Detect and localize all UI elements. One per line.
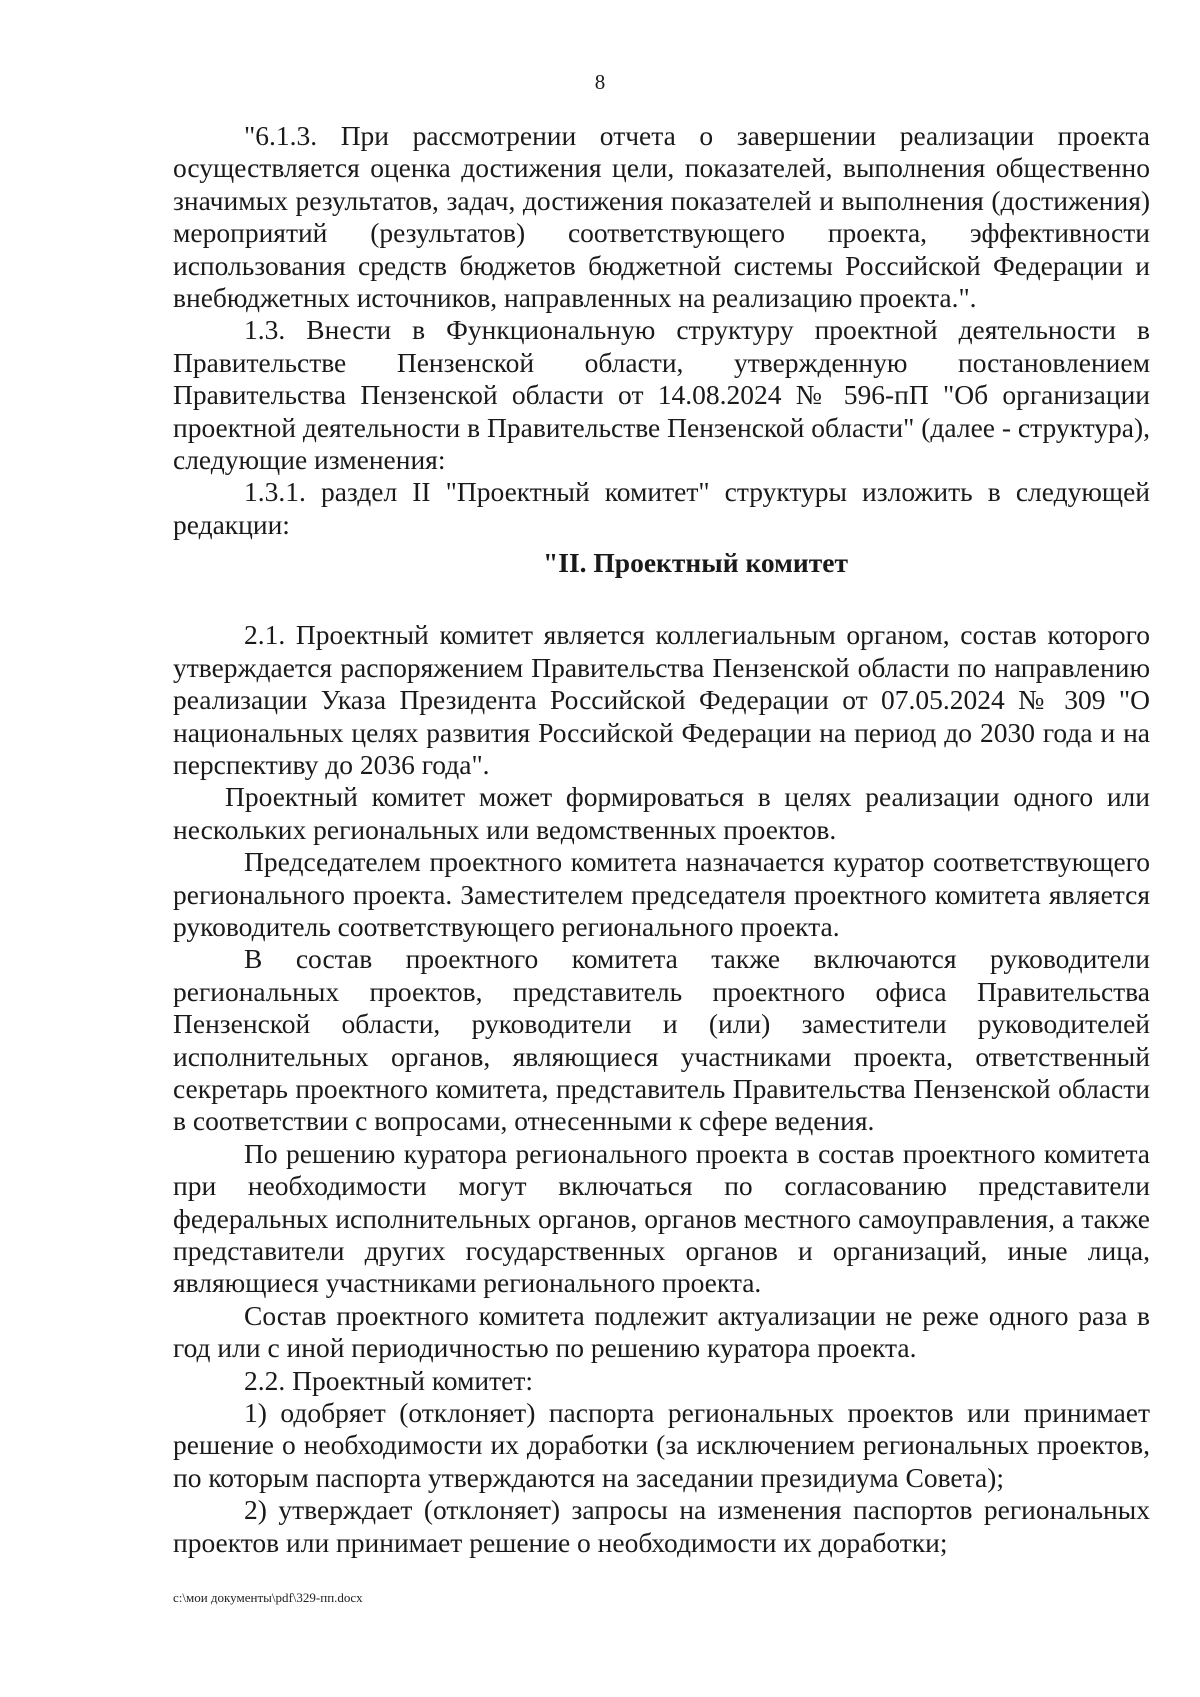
- paragraph-committee-formation: Проектный комитет может формироваться в целях реализации одного или нескольких региональных или ведомственных проектов.: [173, 781, 1150, 845]
- heading-spacer: [173, 585, 1150, 619]
- paragraph-1-3-1: 1.3.1. раздел II "Проектный комитет" структуры изложить в следующей редакции:: [173, 476, 1150, 540]
- paragraph-2-1: 2.1. Проектный комитет является коллегиальным органом, состав которого утверждается распоряжением Правительства Пензенской области по направлению реализации Указа Президента Российской Федерации от 07.05.2024 № 309 "О национальных целях развития Российской Федерации на период до 2030 года и на перспективу до 2036 года".: [173, 619, 1150, 780]
- paragraph-actualization: Состав проектного комитета подлежит актуализации не реже одного раза в год или с иной периодичностью по решению куратора проекта.: [173, 1299, 1150, 1364]
- paragraph-chairman: Председателем проектного комитета назначается куратор соответствующего регионального проекта. Заместителем председателя проектного комитета является руководитель соответствующего регионального проекта.: [173, 846, 1150, 942]
- list-item-2: 2) утверждает (отклоняет) запросы на изменения паспортов региональных проектов или принимает решение о необходимости их доработки;: [173, 1494, 1150, 1558]
- paragraph-curator-decision: По решению куратора регионального проекта в состав проектного комитета при необходимости могут включаться по согласованию представители федеральных исполнительных органов, органов местного самоуправления, а также представители других государственных органов и организаций, иные лица, являющиеся участниками регионального проекта.: [173, 1137, 1150, 1299]
- paragraph-6-1-3: "6.1.3. При рассмотрении отчета о завершении реализации проекта осуществляется оценка достижения цели, показателей, выполнения общественно значимых результатов, задач, достижения показателей и выполнения (достижения) мероприятий (результатов) соответствующего проекта, эффективности использования средств бюджетов бюджетной системы Российской Федерации и внебюджетных источников, направленных на реализацию проекта.".: [173, 120, 1150, 314]
- footer-file-path: c:\мои документы\pdf\329-пп.docx: [173, 1590, 363, 1605]
- paragraph-2-2: 2.2. Проектный комитет:: [244, 1364, 534, 1396]
- page-number: 8: [594, 70, 606, 94]
- list-item-1: 1) одобряет (отклоняет) паспорта региональных проектов или принимает решение о необходимости их доработки (за исключением региональных проектов, по которым паспорта утверждаются на заседании президиума Совета);: [173, 1397, 1150, 1493]
- paragraph-composition: В состав проектного комитета также включаются руководители региональных проектов, представитель проектного офиса Правительства Пензенской области, руководители и (или) заместители руководителей исполнительных органов, являющиеся участниками проекта, ответственный секретарь проектного комитета, представитель Правительства Пензенской области в соответствии с вопросами, отнесенными к сфере ведения.: [173, 943, 1150, 1137]
- section-heading: "II. Проектный комитет: [543, 547, 848, 579]
- paragraph-1-3: 1.3. Внести в Функциональную структуру проектной деятельности в Правительстве Пензенской области, утвержденную постановлением Правительства Пензенской области от 14.08.2024 № 596-пП "Об организации проектной деятельности в Правительстве Пензенской области" (далее - структура), следующие изменения:: [173, 314, 1150, 476]
- document-body: [173, 120, 1150, 1559]
